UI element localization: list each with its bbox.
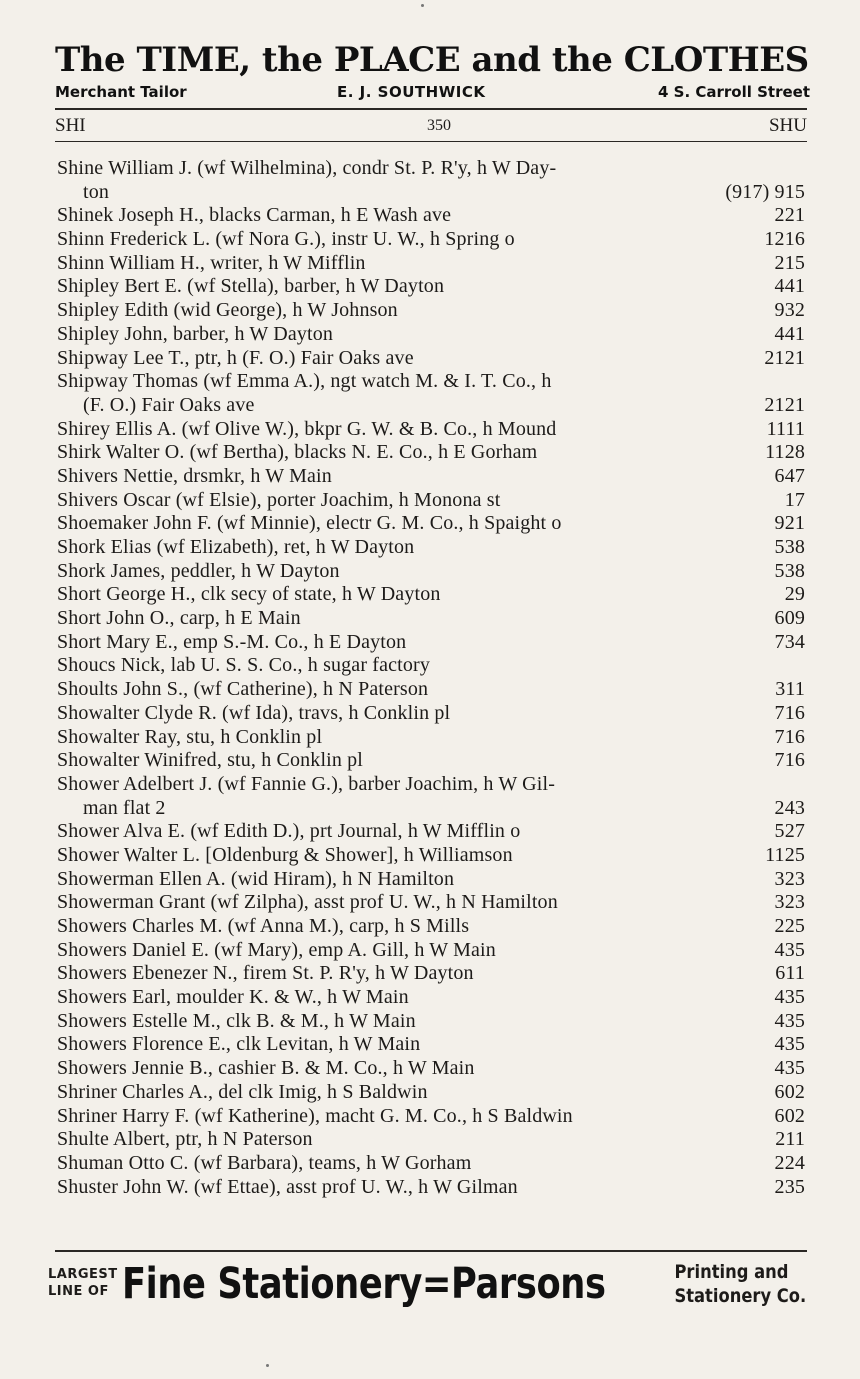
entry-number: (917) 915 (725, 180, 805, 203)
entry-number: 441 (774, 322, 805, 345)
directory-entry-line (57, 1033, 805, 1057)
entry-number: 1128 (765, 441, 805, 464)
entry-number: 435 (774, 986, 805, 1009)
directory-entry-line (57, 1057, 805, 1081)
header-rule (55, 108, 807, 110)
entry-text: Short George H., clk secy of state, h W Dayton (57, 583, 441, 606)
directory-entry-line (57, 252, 805, 276)
entry-number: 243 (774, 796, 805, 819)
paper-speck (421, 4, 424, 7)
entry-number: 221 (774, 204, 805, 227)
entry-number: 647 (774, 464, 805, 487)
entry-number: 435 (774, 1033, 805, 1056)
entry-text: Shork James, peddler, h W Dayton (57, 559, 340, 582)
directory-entry-line (57, 441, 805, 465)
entry-text: Shulte Albert, ptr, h N Paterson (57, 1128, 313, 1151)
entry-text: Shoucs Nick, lab U. S. S. Co., h sugar factory (57, 654, 430, 677)
entry-text: ton (83, 180, 110, 203)
entry-number: 716 (774, 701, 805, 724)
ad-main-text: Fine Stationery=Parsons (122, 1259, 606, 1309)
directory-entry-line (57, 678, 805, 702)
ad-small-text (48, 1266, 118, 1300)
ad-address: 4 S. Carroll Street (657, 83, 810, 101)
entry-text: Shriner Harry F. (wf Katherine), macht G. M. Co., h S Baldwin (57, 1104, 573, 1127)
entry-text: Showers Estelle M., clk B. & M., h W Main (57, 1009, 416, 1032)
entry-text: Shinek Joseph H., blacks Carman, h E Wash ave (57, 204, 452, 227)
entry-text: Shipley Bert E. (wf Stella), barber, h W Dayton (57, 275, 445, 298)
directory-entry-line (57, 1176, 805, 1200)
entry-text: Shower Adelbert J. (wf Fannie G.), barber Joachim, h W Gil- (57, 772, 556, 795)
directory-entry-line (57, 489, 805, 513)
directory-entry-line (57, 631, 805, 655)
directory-entry-line (57, 726, 805, 750)
page-number: 350 (427, 117, 451, 134)
entry-number: 1111 (766, 417, 805, 440)
entry-text: Shoemaker John F. (wf Minnie), electr G. M. Co., h Spaight o (57, 512, 562, 535)
ad-company-line: Printing and (674, 1261, 789, 1283)
running-head-right: SHU (768, 115, 807, 136)
entry-number: 716 (774, 749, 805, 772)
running-head-rule (55, 141, 807, 142)
entry-number: 215 (774, 251, 805, 274)
directory-entry-line (57, 275, 805, 299)
directory-entry-line (57, 1105, 805, 1129)
directory-entry-line (57, 797, 805, 821)
entry-number: 29 (784, 583, 805, 606)
directory-entry-line (57, 512, 805, 536)
entry-number: 611 (775, 962, 805, 985)
entry-number: 441 (774, 275, 805, 298)
directory-entry-line (57, 962, 805, 986)
directory-entry-line (57, 418, 805, 442)
entry-text: Shipley Edith (wid George), h W Johnson (57, 299, 398, 322)
directory-entry-line (57, 1152, 805, 1176)
directory-entries (57, 157, 805, 1199)
directory-entry-line (57, 844, 805, 868)
entry-number: 225 (774, 915, 805, 937)
entry-text: Showerman Ellen A. (wid Hiram), h N Hamilton (57, 867, 455, 890)
entry-number: 2121 (764, 346, 805, 369)
entry-text: Shower Alva E. (wf Edith D.), prt Journal, h W Mifflin o (57, 820, 521, 843)
entry-text: Showers Charles M. (wf Anna M.), carp, h S Mills (57, 915, 470, 937)
directory-entry-line (57, 299, 805, 323)
entry-number: 734 (774, 630, 805, 653)
entry-text: Short Mary E., emp S.-M. Co., h E Dayton (57, 630, 407, 653)
entry-text: Shork Elias (wf Elizabeth), ret, h W Dayton (57, 536, 415, 558)
entry-text: man flat 2 (83, 796, 166, 819)
ad-small-line: LINE OF (48, 1284, 109, 1299)
entry-text: Shuman Otto C. (wf Barbara), teams, h W Gorham (57, 1151, 472, 1174)
directory-entry-line (57, 1081, 805, 1105)
directory-entry-line (57, 347, 805, 371)
directory-entry-line (57, 607, 805, 631)
directory-entry-line (57, 1128, 805, 1152)
directory-entry-line (57, 157, 805, 181)
entry-text: Shinn Frederick L. (wf Nora G.), instr U. W., h Spring o (57, 228, 515, 251)
entry-number: 435 (774, 1009, 805, 1032)
entry-text: Shinn William H., writer, h W Mifflin (57, 251, 366, 274)
entry-text: Shine William J. (wf Wilhelmina), condr St. P. R'y, h W Day- (57, 157, 557, 179)
entry-text: Shower Walter L. [Oldenburg & Shower], h Williamson (57, 843, 513, 866)
entry-text: Shipley John, barber, h W Dayton (57, 322, 334, 345)
entry-number: 311 (775, 678, 805, 701)
directory-entry-line (57, 465, 805, 489)
directory-entry-line (57, 654, 805, 678)
entry-number: 609 (774, 607, 805, 630)
entry-text: Short John O., carp, h E Main (57, 607, 301, 630)
directory-entry-line (57, 702, 805, 726)
entry-text: Shipway Lee T., ptr, h (F. O.) Fair Oaks ave (57, 346, 414, 369)
entry-text: (F. O.) Fair Oaks ave (83, 393, 255, 416)
entry-number: 17 (784, 488, 805, 511)
entry-number: 435 (774, 938, 805, 961)
entry-text: Shipway Thomas (wf Emma A.), ngt watch M. & I. T. Co., h (57, 370, 552, 393)
directory-entry-line (57, 915, 805, 939)
directory-entry-line (57, 560, 805, 584)
entry-number: 716 (774, 725, 805, 748)
entry-number: 538 (774, 536, 805, 558)
footer-ad (48, 1256, 808, 1316)
entry-text: Showalter Winifred, stu, h Conklin pl (57, 749, 364, 772)
entry-text: Showers Ebenezer N., firem St. P. R'y, h W Dayton (57, 962, 474, 985)
entry-number: 932 (774, 299, 805, 322)
directory-entry-line (57, 204, 805, 228)
entry-number: 323 (774, 891, 805, 914)
running-head (55, 113, 807, 139)
entry-text: Showers Jennie B., cashier B. & M. Co., h W Main (57, 1057, 475, 1080)
directory-entry-line (57, 536, 805, 560)
ad-small-line: LARGEST (48, 1267, 118, 1282)
entry-number: 921 (774, 512, 805, 535)
entry-text: Showers Earl, moulder K. & W., h W Main (57, 986, 409, 1009)
entry-number: 1216 (764, 228, 805, 251)
directory-entry-line (57, 323, 805, 347)
directory-entry-line (57, 370, 805, 394)
paper-speck (266, 1364, 269, 1367)
entry-text: Shuster John W. (wf Ettae), asst prof U. W., h W Gilman (57, 1175, 518, 1198)
ad-company-line: Stationery Co. (674, 1285, 806, 1307)
entry-number: 211 (775, 1128, 805, 1151)
entry-number: 602 (774, 1104, 805, 1127)
entry-number: 538 (774, 559, 805, 582)
entry-number: 435 (774, 1057, 805, 1080)
directory-entry-line (57, 749, 805, 773)
entry-number: 1125 (765, 843, 805, 866)
directory-entry-line (57, 181, 805, 205)
entry-text: Showerman Grant (wf Zilpha), asst prof U. W., h N Hamilton (57, 891, 558, 914)
directory-entry-line (57, 986, 805, 1010)
entry-text: Showers Florence E., clk Levitan, h W Main (57, 1033, 421, 1056)
entry-number: 602 (774, 1080, 805, 1103)
entry-text: Shivers Nettie, drsmkr, h W Main (57, 464, 332, 487)
directory-entry-line (57, 394, 805, 418)
ad-banner-title: The TIME, the PLACE and the CLOTHES (55, 40, 809, 80)
entry-number: 235 (774, 1175, 805, 1198)
entry-text: Showalter Clyde R. (wf Ida), travs, h Conklin pl (57, 701, 451, 724)
directory-entry-line (57, 773, 805, 797)
directory-entry-line (57, 939, 805, 963)
directory-entry-line (57, 228, 805, 252)
entry-text: Shirey Ellis A. (wf Olive W.), bkpr G. W. & B. Co., h Mound (57, 417, 557, 440)
directory-entry-line (57, 583, 805, 607)
ad-proprietor: E. J. SOUTHWICK (337, 83, 486, 101)
ad-trade: Merchant Tailor (55, 83, 187, 101)
directory-entry-line (57, 868, 805, 892)
entry-text: Shivers Oscar (wf Elsie), porter Joachim, h Monona st (57, 488, 501, 511)
directory-entry-line (57, 1010, 805, 1034)
entry-number: 323 (774, 867, 805, 890)
ad-company-text (674, 1260, 806, 1308)
running-head-left: SHI (55, 115, 86, 136)
entry-text: Shirk Walter O. (wf Bertha), blacks N. E. Co., h E Gorham (57, 441, 538, 464)
entry-text: Showers Daniel E. (wf Mary), emp A. Gill, h W Main (57, 938, 496, 961)
directory-entry-line (57, 820, 805, 844)
entry-number: 2121 (764, 393, 805, 416)
entry-text: Shriner Charles A., del clk Imig, h S Baldwin (57, 1080, 428, 1103)
directory-entry-line (57, 891, 805, 915)
entry-number: 527 (774, 820, 805, 843)
entry-text: Shoults John S., (wf Catherine), h N Paterson (57, 678, 429, 701)
entry-text: Showalter Ray, stu, h Conklin pl (57, 725, 323, 748)
footer-rule (55, 1250, 807, 1252)
entry-number: 224 (774, 1151, 805, 1174)
